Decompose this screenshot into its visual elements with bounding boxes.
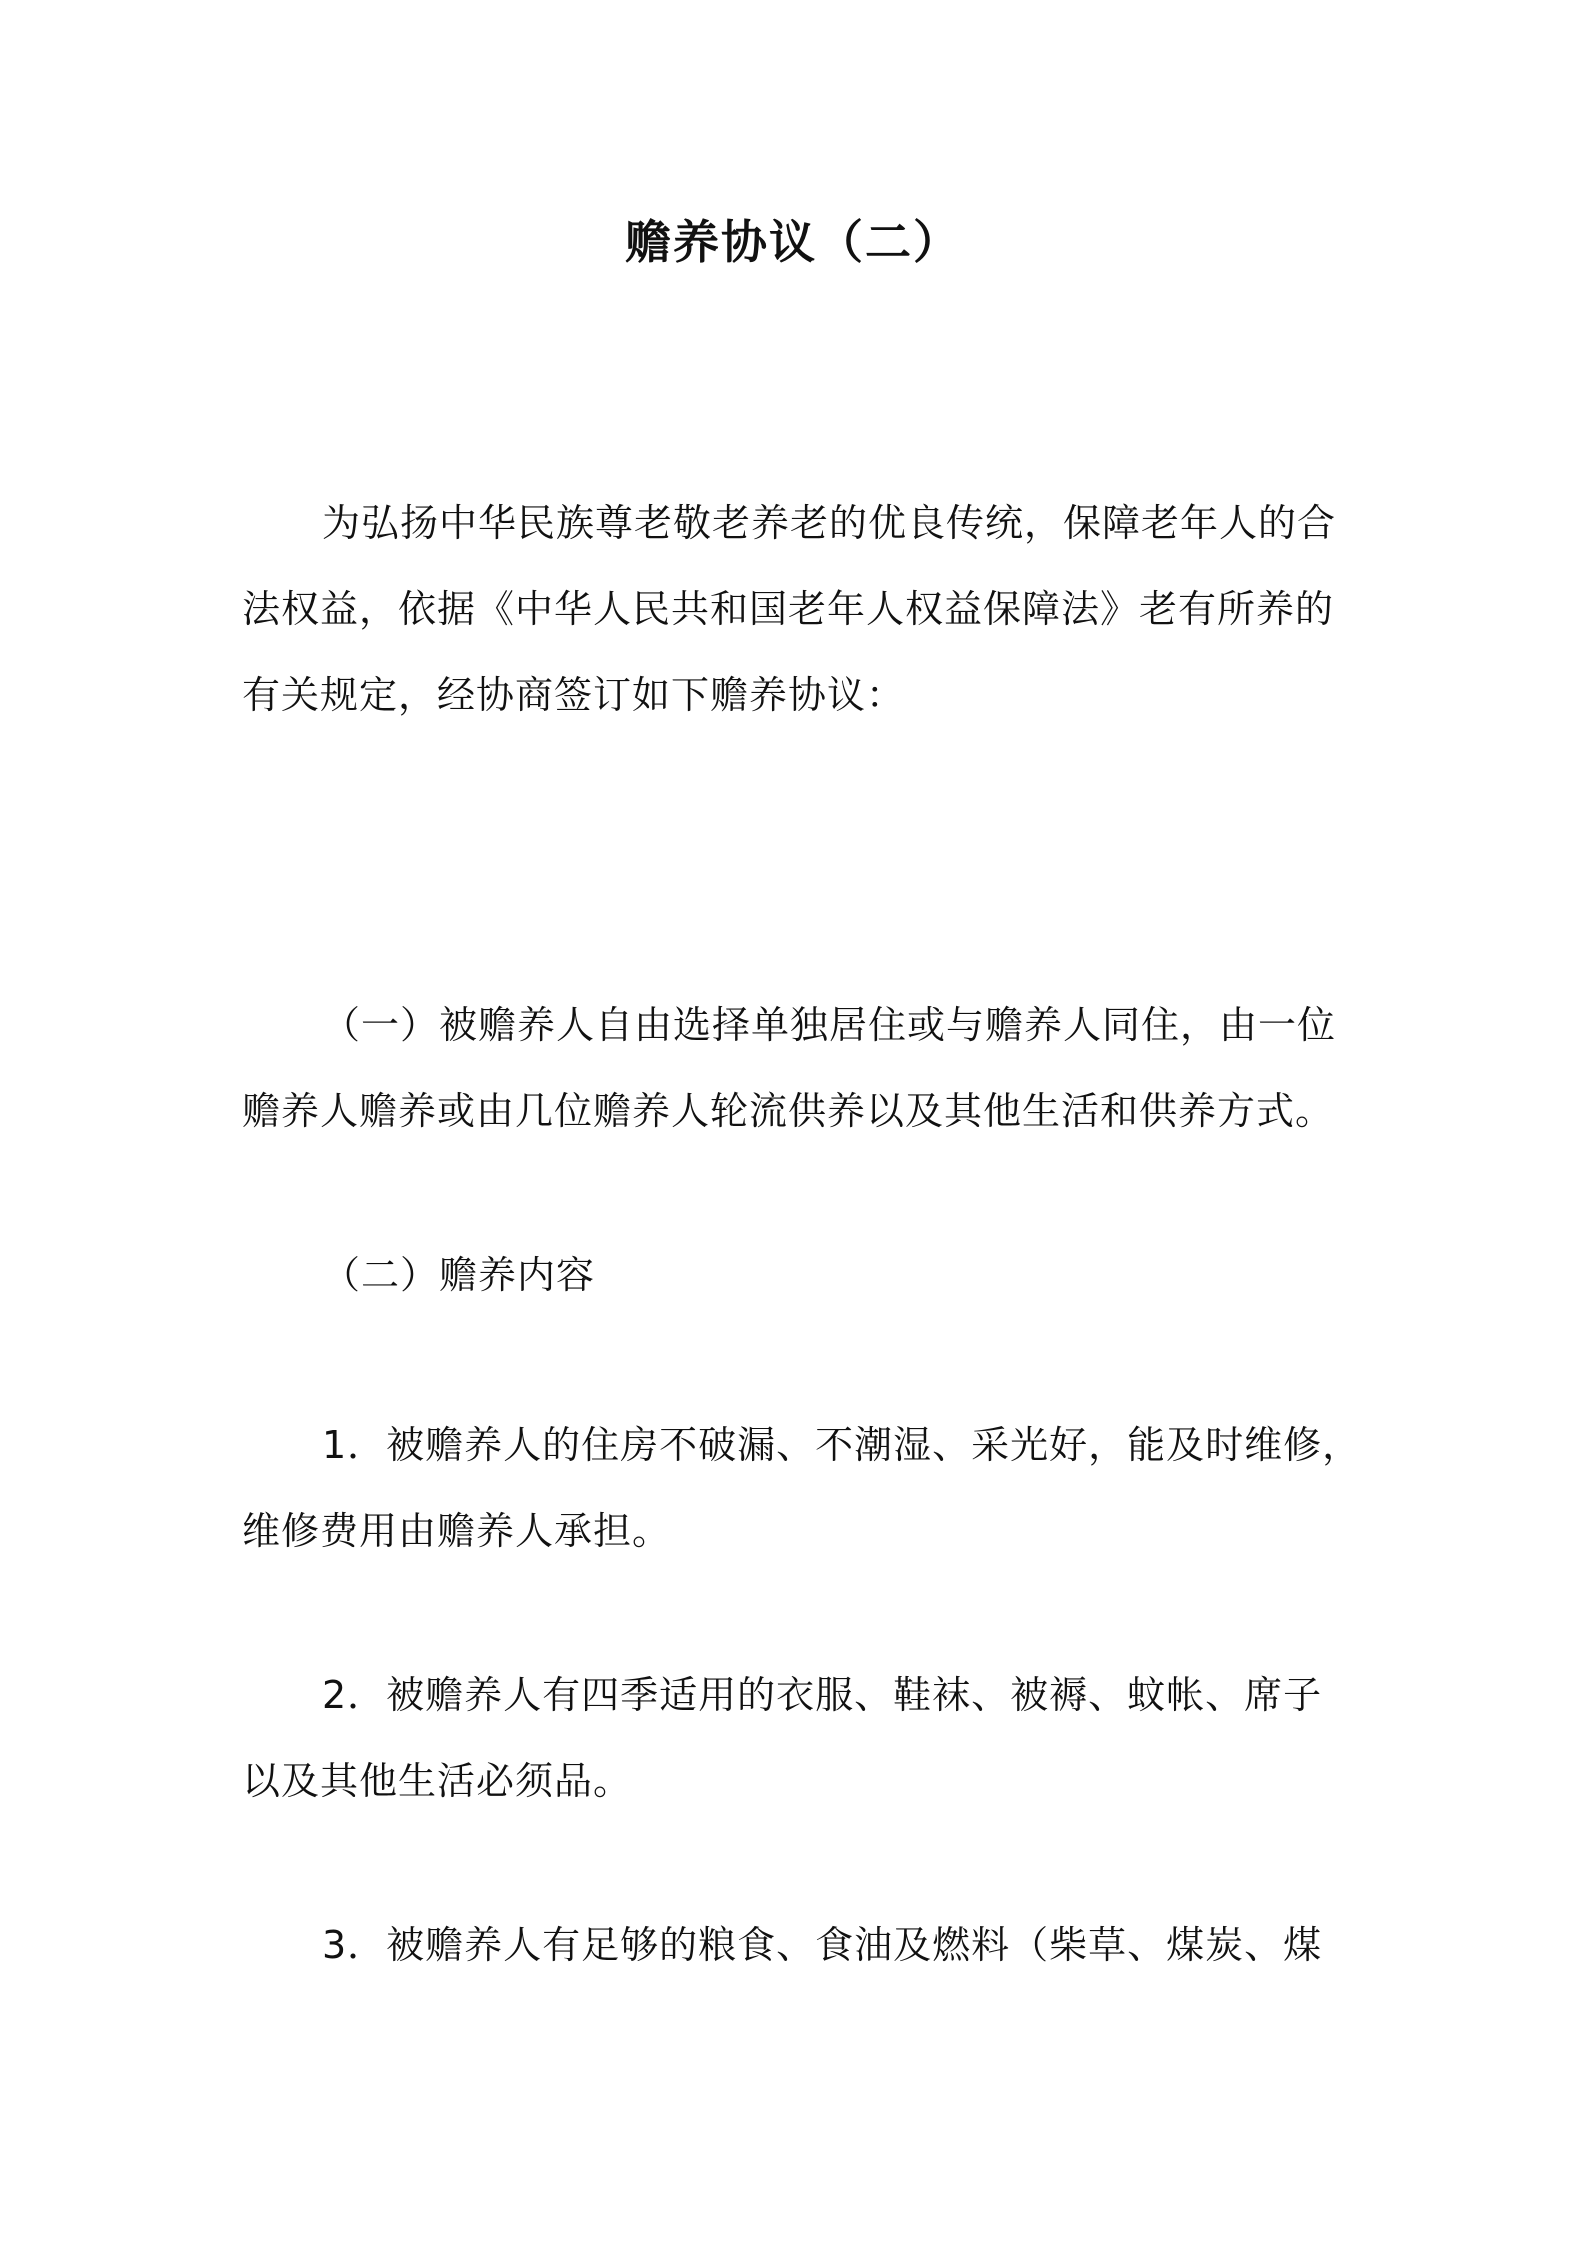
section-1-line-2: 赡养人赡养或由几位赡养人轮流供养以及其他生活和供养方式。 [242, 1089, 1335, 1133]
section-1-paragraph [242, 982, 1354, 1154]
item-1-line-2: 维修费用由赡养人承担。 [242, 1509, 672, 1553]
document-title: 赡养协议（二） [625, 215, 961, 269]
item-3-line-1: 3．被赡养人有足够的粮食、食油及燃料（柴草、煤炭、煤 [322, 1923, 1323, 1967]
intro-line-3: 有关规定，经协商签订如下赡养协议： [242, 673, 906, 717]
item-2-line-2: 以及其他生活必须品。 [242, 1759, 633, 1803]
item-1-paragraph [242, 1402, 1362, 1574]
item-2-paragraph [242, 1652, 1354, 1824]
intro-line-2: 法权益，依据《中华人民共和国老年人权益保障法》老有所养的 [242, 587, 1335, 631]
intro-line-1: 为弘扬中华民族尊老敬老养老的优良传统，保障老年人的合 [322, 501, 1337, 545]
intro-paragraph [242, 480, 1354, 738]
section-2-heading-block [242, 1232, 1354, 1318]
section-2-heading: （二）赡养内容 [322, 1253, 596, 1297]
section-1-line-1: （一）被赡养人自由选择单独居住或与赡养人同住，由一位 [322, 1003, 1337, 1047]
item-2-line-1: 2．被赡养人有四季适用的衣服、鞋袜、被褥、蚊帐、席子 [322, 1673, 1323, 1717]
item-3-paragraph [242, 1902, 1354, 1988]
item-1-line-1: 1．被赡养人的住房不破漏、不潮湿、采光好，能及时维修， [322, 1423, 1362, 1467]
